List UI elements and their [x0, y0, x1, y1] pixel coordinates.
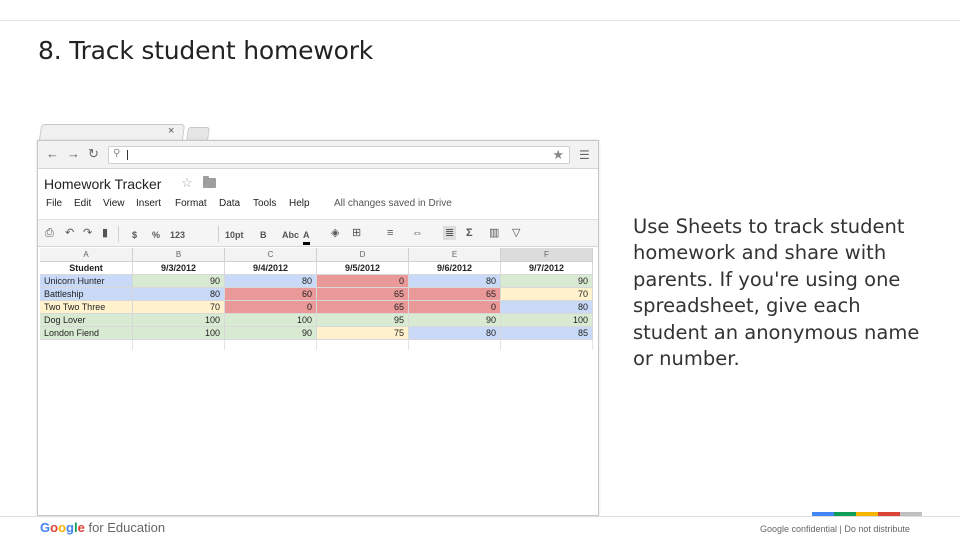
- score-cell[interactable]: 65: [317, 288, 409, 301]
- browser-tab[interactable]: [39, 124, 185, 141]
- grid-line: [592, 340, 593, 350]
- fill-color-icon[interactable]: ◈: [331, 227, 340, 239]
- text-caret: [127, 150, 128, 160]
- merge-icon[interactable]: ⇔: [412, 227, 423, 239]
- menu-insert[interactable]: Insert: [136, 198, 162, 209]
- header-cell[interactable]: 9/3/2012: [133, 262, 225, 275]
- column-header-e[interactable]: E: [409, 248, 501, 262]
- student-name-cell[interactable]: Battleship: [40, 288, 133, 301]
- slide-body-text: Use Sheets to track student homework and share with parents. If you're using one spreadsheet, give each student an anonymous name or number.: [633, 215, 920, 371]
- bookmark-star-icon[interactable]: ★: [552, 147, 564, 162]
- brand-color-segment: [834, 512, 856, 516]
- score-cell[interactable]: 65: [409, 288, 501, 301]
- score-cell[interactable]: 100: [133, 314, 225, 327]
- grid-line: [500, 340, 501, 350]
- document-title[interactable]: Homework Tracker: [44, 176, 162, 192]
- redo-icon[interactable]: ↷: [83, 227, 93, 239]
- score-cell[interactable]: 90: [225, 327, 317, 340]
- score-cell[interactable]: 80: [409, 327, 501, 340]
- column-header-d[interactable]: D: [317, 248, 409, 262]
- address-bar[interactable]: [108, 146, 570, 164]
- header-cell[interactable]: 9/7/2012: [501, 262, 593, 275]
- score-cell[interactable]: 80: [225, 275, 317, 288]
- score-cell[interactable]: 60: [225, 288, 317, 301]
- score-cell[interactable]: 0: [317, 275, 409, 288]
- score-cell[interactable]: 85: [501, 327, 593, 340]
- score-cell[interactable]: 95: [317, 314, 409, 327]
- print-icon[interactable]: ⎙: [45, 227, 54, 239]
- menu-edit[interactable]: Edit: [74, 198, 92, 209]
- back-icon[interactable]: ←: [46, 146, 59, 161]
- align-icon[interactable]: ≡: [387, 227, 394, 239]
- menu-tools[interactable]: Tools: [253, 198, 277, 209]
- column-header-a[interactable]: A: [40, 248, 133, 262]
- score-cell[interactable]: 0: [225, 301, 317, 314]
- brand-color-segment: [900, 512, 922, 516]
- footer-divider: [0, 516, 960, 517]
- browser-window: [37, 124, 599, 516]
- header-cell[interactable]: 9/5/2012: [317, 262, 409, 275]
- forward-icon[interactable]: →: [67, 146, 80, 161]
- logo-suffix: for Education: [88, 520, 166, 535]
- borders-icon[interactable]: ⊞: [352, 227, 362, 239]
- menu-data[interactable]: Data: [219, 198, 241, 209]
- header-cell[interactable]: 9/4/2012: [225, 262, 317, 275]
- grid-line: [408, 340, 409, 350]
- menu-help[interactable]: Help: [289, 198, 310, 209]
- top-divider: [0, 20, 960, 21]
- number-format-button[interactable]: 123: [170, 230, 186, 240]
- score-cell[interactable]: 100: [225, 314, 317, 327]
- brand-color-segment: [878, 512, 900, 516]
- student-name-cell[interactable]: Two Two Three: [40, 301, 133, 314]
- reload-icon[interactable]: ↻: [88, 146, 99, 161]
- functions-button[interactable]: Σ: [466, 227, 473, 239]
- score-cell[interactable]: 90: [409, 314, 501, 327]
- column-header-c[interactable]: C: [225, 248, 317, 262]
- score-cell[interactable]: 90: [133, 275, 225, 288]
- wrap-text-icon[interactable]: ≣: [445, 227, 455, 239]
- strikethrough-button[interactable]: Abc: [282, 230, 300, 240]
- tab-close-icon[interactable]: ×: [168, 125, 175, 137]
- grid-line: [224, 340, 225, 350]
- text-color-button[interactable]: A: [303, 228, 310, 245]
- paint-format-icon[interactable]: ▮: [102, 227, 109, 239]
- score-cell[interactable]: 70: [501, 288, 593, 301]
- folder-icon[interactable]: [203, 178, 216, 188]
- student-name-cell[interactable]: Dog Lover: [40, 314, 133, 327]
- student-name-cell[interactable]: London Fiend: [40, 327, 133, 340]
- score-cell[interactable]: 80: [133, 288, 225, 301]
- grid-line: [316, 340, 317, 350]
- column-header-b[interactable]: B: [133, 248, 225, 262]
- grid-line: [132, 340, 133, 350]
- confidential-note: Google confidential | Do not distribute: [760, 524, 910, 534]
- new-tab-button[interactable]: [186, 127, 210, 141]
- column-header-f[interactable]: F: [501, 248, 593, 262]
- google-wordmark: Google: [40, 520, 85, 535]
- percent-button[interactable]: %: [152, 230, 161, 240]
- score-cell[interactable]: 100: [501, 314, 593, 327]
- toolbar: [38, 219, 598, 247]
- score-cell[interactable]: 80: [409, 275, 501, 288]
- score-cell[interactable]: 75: [317, 327, 409, 340]
- hamburger-icon[interactable]: ☰: [579, 148, 590, 162]
- chart-icon[interactable]: ▥: [489, 227, 500, 239]
- slide-title: 8. Track student homework: [38, 36, 374, 65]
- score-cell[interactable]: 80: [501, 301, 593, 314]
- browser-content: [37, 140, 599, 516]
- score-cell[interactable]: 0: [409, 301, 501, 314]
- undo-icon[interactable]: ↶: [65, 227, 75, 239]
- font-size-select[interactable]: 10pt: [225, 230, 244, 240]
- menu-format[interactable]: Format: [175, 198, 207, 209]
- header-cell[interactable]: Student: [40, 262, 133, 275]
- save-status: All changes saved in Drive: [334, 198, 452, 209]
- currency-button[interactable]: $: [132, 230, 138, 240]
- brand-color-bar: [812, 512, 920, 516]
- brand-color-segment: [812, 512, 834, 516]
- score-cell[interactable]: 90: [501, 275, 593, 288]
- menu-bar: [38, 198, 598, 214]
- score-cell[interactable]: 100: [133, 327, 225, 340]
- header-cell[interactable]: 9/6/2012: [409, 262, 501, 275]
- toolbar-divider: [218, 226, 219, 242]
- score-cell[interactable]: 70: [133, 301, 225, 314]
- menu-file[interactable]: File: [46, 198, 63, 209]
- search-icon: ⚲: [113, 148, 121, 159]
- star-icon[interactable]: ☆: [181, 175, 193, 190]
- filter-icon[interactable]: ▽: [512, 227, 521, 239]
- brand-color-segment: [856, 512, 878, 516]
- menu-view[interactable]: View: [103, 198, 125, 209]
- bold-button[interactable]: B: [260, 230, 267, 240]
- score-cell[interactable]: 65: [317, 301, 409, 314]
- student-name-cell[interactable]: Unicorn Hunter: [40, 275, 133, 288]
- google-for-education-logo: [40, 520, 165, 535]
- toolbar-divider: [118, 226, 119, 242]
- browser-navbar: [38, 141, 598, 169]
